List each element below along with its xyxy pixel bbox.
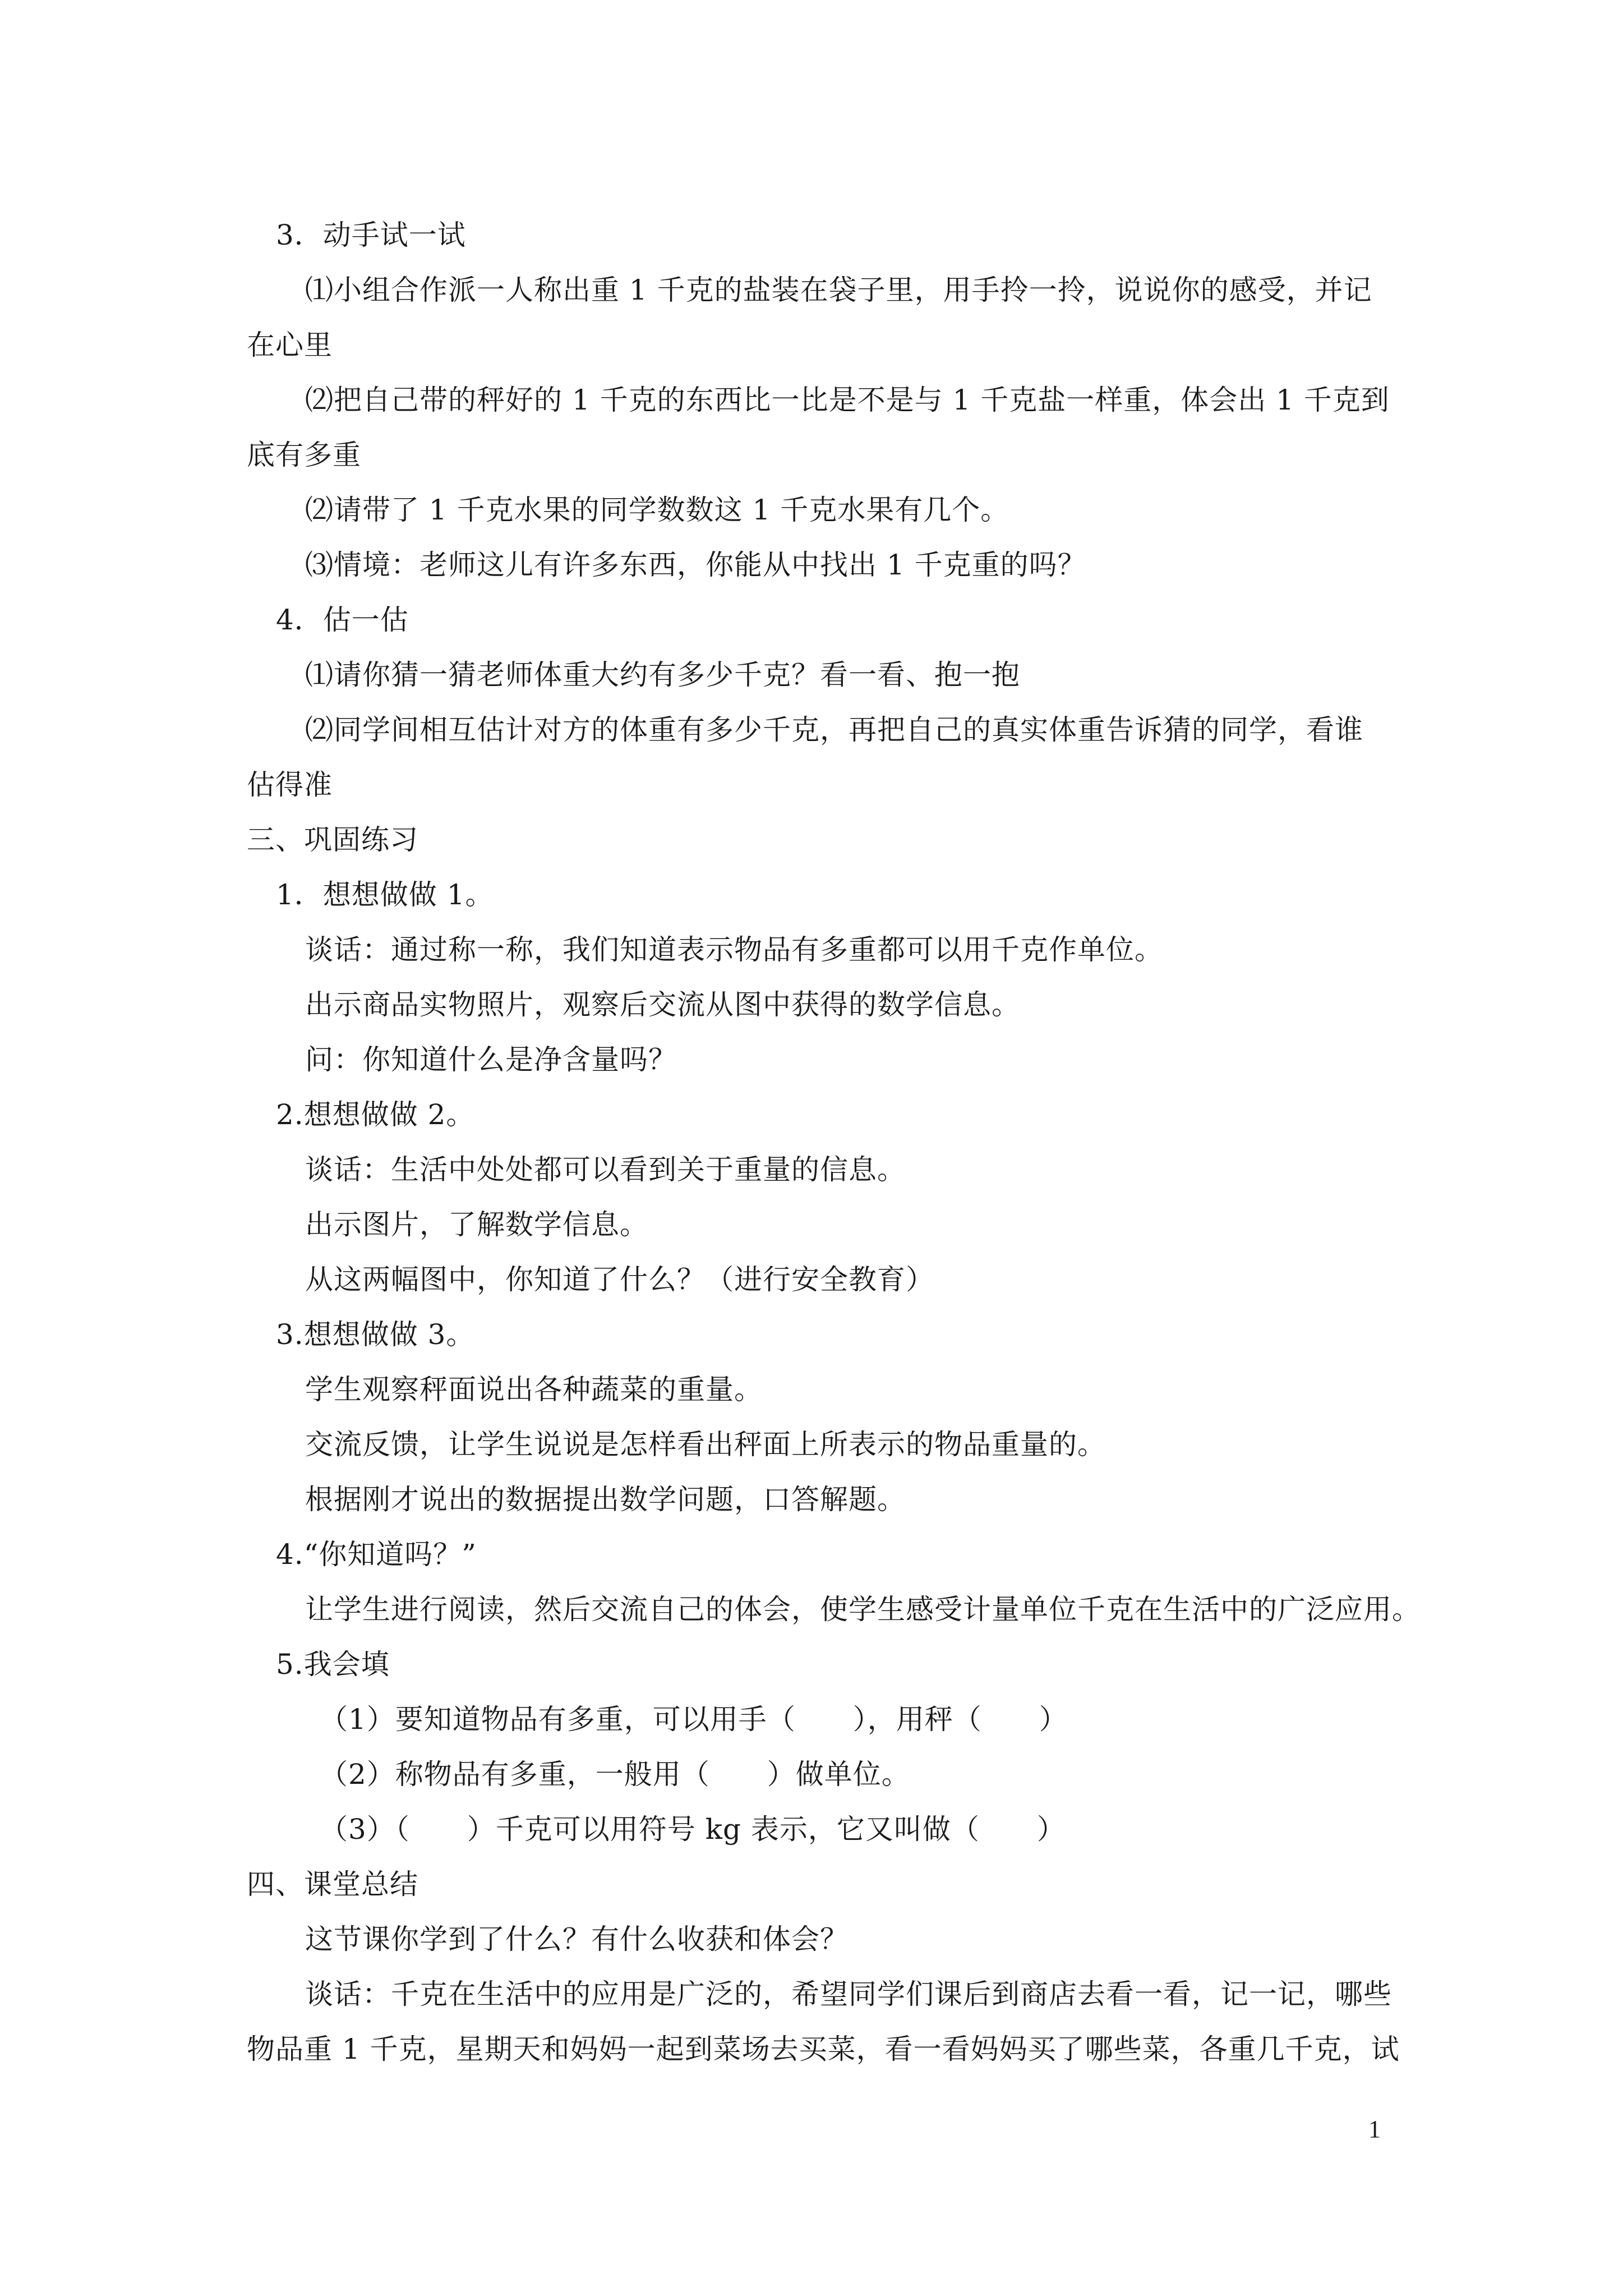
section-heading: 4.“你知道吗？” [276,1538,477,1571]
paragraph-line: ⑴请你猜一猜老师体重大约有多少千克？看一看、抱一抱 [305,659,1020,691]
paragraph-line: ⑵把自己带的秤好的 1 千克的东西比一比是不是与 1 千克盐一样重，体会出 1 千克到 [305,384,1390,416]
paragraph-line: 学生观察秤面说出各种蔬菜的重量。 [305,1373,763,1406]
fill-in-question: （1）要知道物品有多重，可以用手（ ），用秤（ ） [320,1703,1068,1736]
paragraph-line: 谈话：通过称一称，我们知道表示物品有多重都可以用千克作单位。 [305,933,1163,966]
fill-in-question: （3）（ ）千克可以用符号 kg 表示，它又叫做（ ） [320,1813,1066,1846]
section-heading: 1．想想做做 1。 [276,878,494,911]
paragraph-line: 从这两幅图中，你知道了什么？（进行安全教育） [305,1263,934,1296]
paragraph-line: ⑵请带了 1 千克水果的同学数数这 1 千克水果有几个。 [305,494,1009,526]
paragraph-line: 交流反馈，让学生说说是怎样看出秤面上所表示的物品重量的。 [305,1428,1106,1461]
paragraph-line: 让学生进行阅读，然后交流自己的体会，使学生感受计量单位千克在生活中的广泛应用。 [305,1593,1421,1626]
paragraph-line: ⑵同学间相互估计对方的体重有多少千克，再把自己的真实体重告诉猜的同学，看谁 [305,714,1363,746]
chapter-heading: 三、巩固练习 [247,823,418,856]
document-body [247,208,1421,2077]
section-heading: 3．动手试一试 [276,219,466,251]
chapter-heading: 四、课堂总结 [247,1868,418,1901]
paragraph-line: 这节课你学到了什么？有什么收获和体会？ [305,1923,849,1955]
section-heading: 3.想想做做 3。 [276,1318,475,1351]
section-heading: 4．估一估 [276,604,409,636]
section-heading: 2.想想做做 2。 [276,1098,475,1131]
fill-in-question: （2）称物品有多重，一般用（ ）做单位。 [320,1758,910,1791]
paragraph-line: 问：你知道什么是净含量吗？ [305,1043,677,1076]
paragraph-line: 物品重 1 千克，星期天和妈妈一起到菜场去买菜，看一看妈妈买了哪些菜，各重几千克，试 [247,2033,1400,2065]
section-heading: 5.我会填 [276,1648,390,1681]
paragraph-line: ⑶情境：老师这儿有许多东西，你能从中找出 1 千克重的吗？ [305,549,1086,581]
paragraph-line: ⑴小组合作派一人称出重 1 千克的盐装在袋子里，用手拎一拎，说说你的感受，并记 [305,274,1372,306]
paragraph-line: 根据刚才说出的数据提出数学问题，口答解题。 [305,1483,906,1516]
paragraph-line: 估得准 [247,769,333,801]
page-number: 1 [1368,2115,1381,2143]
paragraph-line: 底有多重 [247,439,361,471]
paragraph-line: 谈话：生活中处处都可以看到关于重量的信息。 [305,1153,906,1186]
paragraph-line: 在心里 [247,329,333,361]
paragraph-line: 谈话：千克在生活中的应用是广泛的，希望同学们课后到商店去看一看，记一记，哪些 [305,1978,1392,2010]
paragraph-line: 出示商品实物照片，观察后交流从图中获得的数学信息。 [305,988,1020,1021]
paragraph-line: 出示图片，了解数学信息。 [305,1208,648,1241]
